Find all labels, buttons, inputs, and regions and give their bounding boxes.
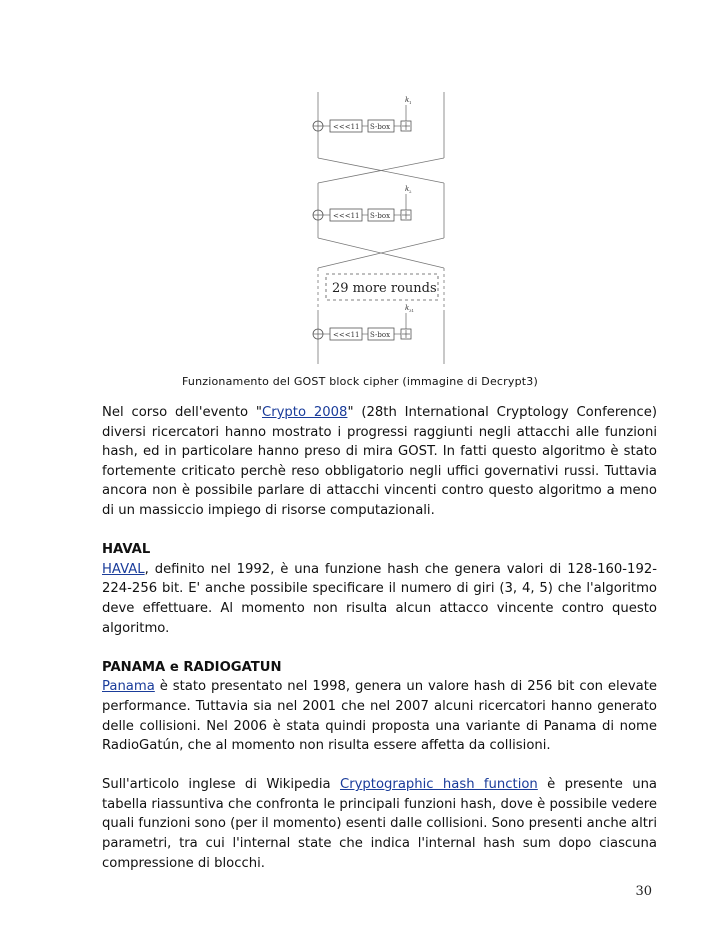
key-subscript: 31 bbox=[409, 308, 415, 313]
more-rounds-label: 29 more rounds bbox=[332, 281, 437, 296]
figure-caption bbox=[0, 375, 728, 388]
paragraph-haval bbox=[102, 560, 657, 638]
rotate-label: <<<11 bbox=[333, 123, 360, 131]
panama-link[interactable]: Panama bbox=[102, 679, 155, 695]
paragraph-panama bbox=[102, 677, 657, 755]
key-label: k bbox=[405, 185, 410, 193]
body-text bbox=[102, 403, 657, 873]
paragraph-text: è stato presentato nel 1998, genera un valore hash di 256 bit con elevate performance. Tuttavia sia nel 2001 che nel 2007 alcuni ricercatori hanno generato delle collisioni. Nel 2006 è stata quindi proposta una variante di Panama di nome RadioGatún, che al momento non risulta essere affetta da collisioni. bbox=[102, 679, 657, 754]
crypto-2008-link[interactable]: Crypto 2008 bbox=[262, 405, 348, 420]
rotate-label: <<<11 bbox=[333, 331, 360, 339]
paragraph-crypto-2008 bbox=[102, 403, 657, 521]
gost-diagram-svg bbox=[306, 88, 456, 366]
key-label: k bbox=[405, 304, 410, 312]
haval-link[interactable]: HAVAL bbox=[102, 561, 145, 577]
sbox-label: S-box bbox=[370, 331, 391, 339]
sbox-label: S-box bbox=[370, 123, 391, 131]
section-heading-haval: HAVAL bbox=[102, 542, 151, 558]
section-heading-panama: PANAMA e RADIOGATUN bbox=[102, 659, 282, 675]
page-number: 30 bbox=[635, 884, 652, 899]
figure-caption-text: Funzionamento del GOST block cipher (immagine di Decrypt3) bbox=[182, 375, 538, 388]
rotate-label: <<<11 bbox=[333, 212, 360, 220]
key-subscript: 2 bbox=[409, 189, 412, 194]
paragraph-wikipedia bbox=[102, 775, 657, 873]
key-subscript: 1 bbox=[409, 100, 412, 105]
key-label: k bbox=[405, 96, 410, 104]
paragraph-text: è presente una tabella riassuntiva che confronta le principali funzioni hash, dove è possibile vedere quali funzioni sono (per il momento) esenti dalle collisioni. Sono presenti anche altri parametri, tra cui l'internal state che indica l'internal hash sum dopo ciascuna compressione di blocchi. bbox=[102, 777, 658, 871]
cryptographic-hash-function-link[interactable]: Cryptographic hash function bbox=[339, 777, 538, 793]
gost-diagram bbox=[306, 88, 456, 366]
paragraph-text: Nel corso dell'evento " bbox=[102, 405, 262, 420]
paragraph-text: " (28th International Cryptology Conference) diversi ricercatori hanno mostrato i progressi raggiunti negli attacchi alle funzioni hash, ed in particolare hanno preso di mira GOST. In fatti questo algoritmo è stato fortemente criticato perchè reso obbligatorio negli uffici governativi russi. Tuttavia ancora non è possibile parlare di attacchi vincenti contro questo algoritmo a meno di un massiccio impiego di risorse computazionali. bbox=[102, 405, 657, 518]
sbox-label: S-box bbox=[370, 212, 391, 220]
paragraph-text: , definito nel 1992, è una funzione hash che genera valori di 128-160-192-224-256 bit. E' anche possibile specificare il numero di giri (3, 4, 5) che l'algoritmo deve effettuare. Al momento non risulta alcun attacco vincente contro questo algoritmo. bbox=[102, 561, 657, 636]
paragraph-text: Sull'articolo inglese di Wikipedia bbox=[102, 777, 340, 793]
